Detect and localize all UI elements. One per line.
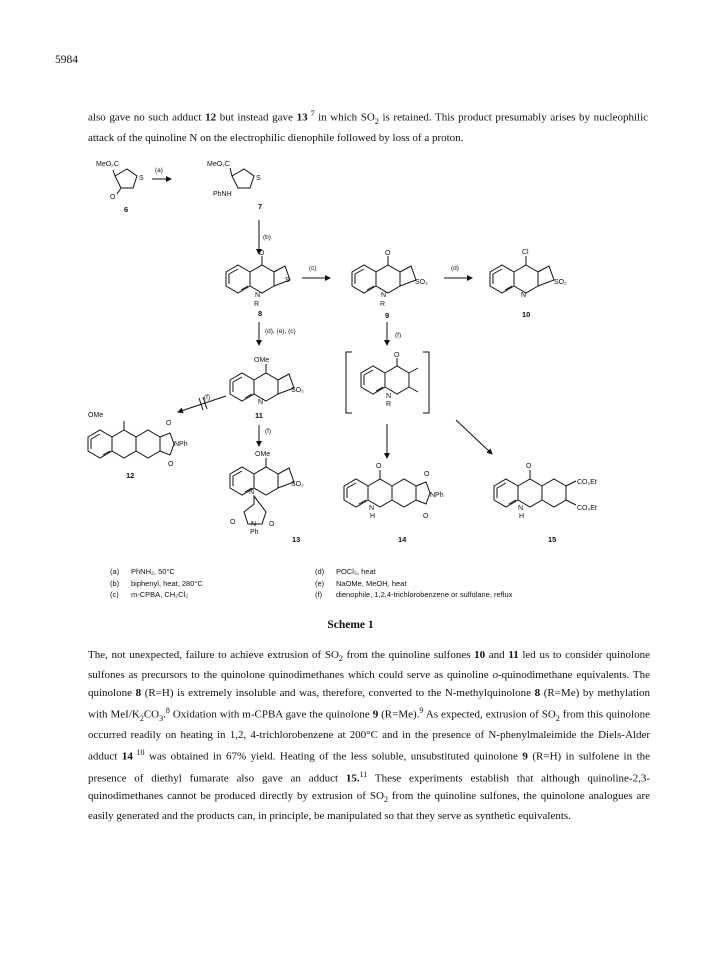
legend-item-e: (e) NaOMe, MeOH, heat bbox=[315, 578, 407, 588]
compound-number-8: 8 bbox=[258, 309, 263, 318]
h-label-15: H bbox=[519, 513, 525, 520]
compound-number-9: 9 bbox=[385, 311, 390, 320]
o-label-6: O bbox=[110, 194, 116, 201]
n-label-13a: N bbox=[249, 489, 255, 496]
compound-number-12: 12 bbox=[126, 471, 135, 480]
s-label-6: S bbox=[139, 175, 144, 182]
compound-6 bbox=[113, 169, 137, 194]
s-label-8: S bbox=[285, 277, 290, 284]
page-number: 5984 bbox=[55, 54, 78, 66]
n-label-13b: N bbox=[251, 521, 257, 528]
o-label-12b: O bbox=[168, 461, 174, 468]
legend-item-a: (a) PhNH₂, 50°C bbox=[110, 567, 175, 577]
o-label-15: O bbox=[526, 463, 532, 470]
compound-number-13: 13 bbox=[292, 535, 301, 544]
arrow-label-f2: (f) bbox=[204, 394, 211, 401]
o-label-int: O bbox=[394, 352, 400, 359]
co2et-label-15b: CO₂Et bbox=[577, 505, 597, 512]
meo2c-label-7: MeO₂C bbox=[207, 161, 230, 168]
compound-number-14: 14 bbox=[398, 535, 407, 544]
o-label-9: O bbox=[385, 250, 391, 257]
compound-8 bbox=[226, 256, 290, 293]
compound-number-6: 6 bbox=[124, 205, 129, 214]
o-label-8: O bbox=[259, 250, 265, 257]
n-label-15: N bbox=[518, 505, 524, 512]
arrow-label-c: (c) bbox=[309, 265, 317, 272]
so2-label-11: SO₂ bbox=[291, 387, 304, 394]
compound-7 bbox=[230, 168, 254, 188]
compound-number-15: 15 bbox=[548, 535, 557, 544]
o-label-14b: O bbox=[424, 471, 430, 478]
arrow-label-f3: (f) bbox=[265, 428, 272, 435]
so2-label-9: SO₂ bbox=[415, 279, 428, 286]
quinodimethane-intermediate bbox=[361, 358, 418, 394]
compound-number-11: 11 bbox=[255, 411, 263, 420]
meo2c-label-6: MeO₂C bbox=[96, 161, 119, 168]
ome-label-11: OMe bbox=[254, 357, 270, 364]
scheme-caption: Scheme 1 bbox=[327, 619, 374, 631]
o-label-14c: O bbox=[423, 513, 429, 520]
compound-11 bbox=[230, 364, 294, 401]
r-label-int: R bbox=[386, 401, 392, 408]
compound-10 bbox=[490, 256, 554, 293]
legend-column-right bbox=[315, 566, 512, 601]
o-label-14a: O bbox=[376, 463, 382, 470]
compound-12 bbox=[88, 421, 174, 458]
compound-number-7: 7 bbox=[258, 202, 263, 211]
phnh-label-7: PhNH bbox=[213, 191, 232, 198]
n-label-14: N bbox=[369, 505, 375, 512]
ome-label-13: OMe bbox=[255, 451, 271, 458]
co2et-label-15a: CO₂Et bbox=[577, 479, 597, 486]
compound-13 bbox=[230, 458, 294, 524]
compound-9 bbox=[352, 256, 416, 293]
arrow-label-d: (d) bbox=[451, 265, 459, 272]
compound-14 bbox=[344, 470, 430, 507]
arrow-label-f1: (f) bbox=[395, 332, 402, 339]
arrow-label-a: (a) bbox=[155, 167, 163, 174]
ome-label-12: OMe bbox=[88, 412, 104, 419]
arrow-label-b: (b) bbox=[263, 234, 271, 241]
h-label-14: H bbox=[370, 513, 376, 520]
n-label-11: N bbox=[258, 399, 264, 406]
legend-item-d: (d) POCl₃, heat bbox=[315, 567, 376, 577]
so2-label-10: SO₂ bbox=[554, 279, 567, 286]
o-label-12a: O bbox=[166, 420, 172, 427]
n-label-int: N bbox=[386, 393, 392, 400]
nph-label-12: NPh bbox=[174, 441, 188, 448]
legend-item-b: (b) biphenyl, heat, 280°C bbox=[110, 578, 203, 588]
ph-label-13: Ph bbox=[250, 529, 259, 536]
legend-item-f: (f) dienophile, 1,2,4-trichlorobenzene or sulfolane, reflux bbox=[315, 590, 513, 600]
arrow-label-dec: (d), (e), (c) bbox=[265, 328, 296, 335]
r-label-9: R bbox=[380, 301, 386, 308]
so2-label-13: SO₂ bbox=[291, 481, 304, 488]
nph-label-14: NPh bbox=[430, 492, 444, 499]
intro-paragraph: also gave no such adduct 12 but instead gave 13 $^7$ in which $SO_2$ is retained. This product presumably arises by nucleophilic attack of the quinoline N on the electrophilic dienophile followed by loss of a proton. bbox=[88, 109, 649, 145]
o-label-13b: O bbox=[269, 521, 275, 528]
compound-15 bbox=[494, 470, 576, 507]
o-label-13a: O bbox=[230, 519, 236, 526]
n-label-8: N bbox=[255, 292, 261, 299]
compound-number-10: 10 bbox=[522, 310, 531, 319]
n-label-9: N bbox=[381, 292, 387, 299]
r-label-8: R bbox=[254, 301, 260, 308]
body-paragraph: The, not unexpected, failure to achieve extrusion of $SO_2$ from the quinoline sulfones 10 and 11 led us to consider quinolone sulfones as precursors to the quinolone quinodimethanes which could serve as quinoline o-quinodimethane equivalents. The quinolone 8 (R=H) is extremely insoluble and was, therefore, converted to the N-methylquinolone 8 (R=Me) by methylation with MeI/$K_2CO_3.^8$ Oxidation with m-CPBA gave the quinolone 9 (R=Me).$^9$ As expected, extrusion of $SO_2$ from this quinolone occurred readily on heating in 1,2, 4-trichlorobenzene at 200°C and in the presence of N-phenylmaleimide the Diels-Alder adduct 14 $^{10}$ was obtained in 67% yield. Heating of the less soluble, unsubstituted quinolone 9 (R=H) in sulfolene in the presence of diethyl fumarate also gave an adduct 15.11 These experiments establish that although quinoline-2,3-quinodimethanes cannot be produced directly by extrusion of $SO_2$ from the quinoline sulfones, the quinolone analogues are easily generated and the products can, in principle, be manipulated so that they serve as synthetic equivalents. bbox=[88, 649, 651, 823]
s-label-7: S bbox=[256, 175, 261, 182]
legend-column-left bbox=[110, 566, 203, 601]
n-label-10: N bbox=[521, 292, 527, 299]
legend-item-c: (c) m-CPBA, CH₂Cl₂ bbox=[110, 590, 189, 600]
cl-label-10: Cl bbox=[522, 249, 529, 256]
